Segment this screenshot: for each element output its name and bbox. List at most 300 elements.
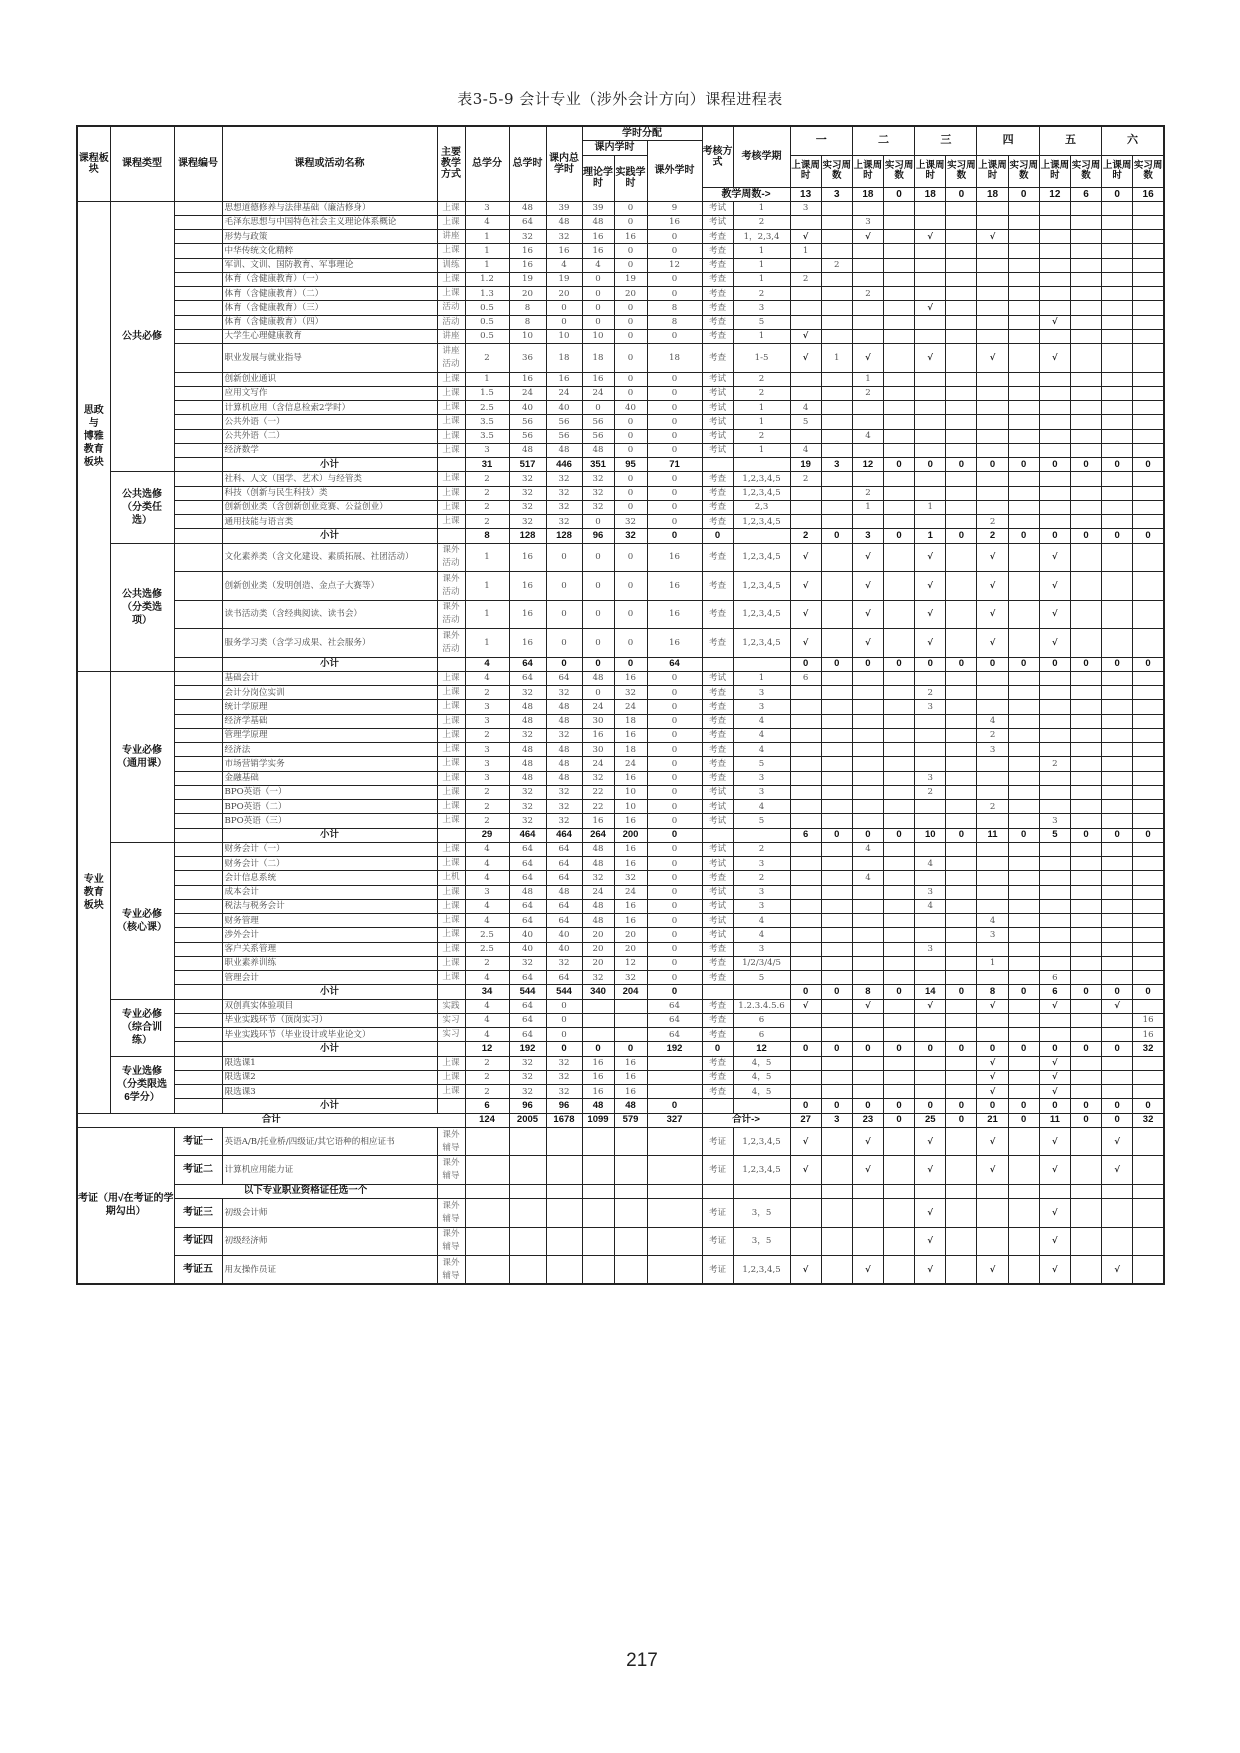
course-row (77, 515, 1164, 529)
semester-value (946, 1127, 977, 1156)
theory-hours: 16 (582, 814, 614, 828)
total-semester-value: 25 (915, 1113, 946, 1127)
semester-value (1133, 401, 1164, 415)
exam-term: 3 (733, 942, 790, 956)
semester-value (1070, 928, 1101, 942)
semester-value (977, 686, 1008, 700)
subtotal-value: 544 (509, 985, 546, 999)
cell (546, 1156, 582, 1185)
exam-term: 1-5 (733, 344, 790, 373)
exam-mode: 考试 (702, 899, 733, 913)
cell (614, 1127, 647, 1156)
certificate-code: 考证二 (174, 1156, 222, 1185)
semester-value (884, 272, 915, 286)
teaching-mode: 上课 (437, 743, 465, 757)
practice-hours: 0 (614, 443, 647, 457)
course-row (77, 443, 1164, 457)
table-body (77, 201, 1164, 1284)
semester-value (915, 329, 946, 343)
semester-value (1070, 415, 1101, 429)
cell (647, 1227, 702, 1256)
outside-hours: 0 (647, 686, 702, 700)
semester-value (1102, 714, 1133, 728)
total-semester-value: 0 (946, 1113, 977, 1127)
total-credits: 0.5 (465, 315, 509, 329)
semester-value (1133, 386, 1164, 400)
subtotal-value: 0 (1102, 1099, 1133, 1113)
teaching-mode: 上课 (437, 942, 465, 956)
semester-value (1008, 671, 1039, 685)
semester-value (946, 386, 977, 400)
subtotal-value: 0 (946, 1042, 977, 1056)
total-credits: 2 (465, 515, 509, 529)
semester-value (977, 1028, 1008, 1042)
semester-value: √ (1039, 344, 1070, 373)
teaching-mode (437, 458, 465, 472)
semester-value (821, 272, 852, 286)
semester-value (821, 315, 852, 329)
subtotal-value: 0 (647, 529, 702, 543)
semester-value (1133, 272, 1164, 286)
semester-value (1133, 315, 1164, 329)
teaching-mode: 上课 (437, 386, 465, 400)
subtotal-value: 0 (1102, 1042, 1133, 1056)
semester-value (884, 344, 915, 373)
total-hours: 19 (509, 272, 546, 286)
semester-value (1039, 1013, 1070, 1027)
exam-mode: 考试 (702, 415, 733, 429)
semester-value (884, 287, 915, 301)
total-semester-value: 32 (1133, 1113, 1164, 1127)
teaching-mode: 上课 (437, 914, 465, 928)
header-intern-weeks: 实习周数 (884, 155, 915, 187)
semester-value: √ (915, 600, 946, 629)
subtotal-label: 小计 (222, 828, 437, 842)
semester-value (884, 472, 915, 486)
semester-value (1039, 942, 1070, 956)
semester-value: 3 (915, 771, 946, 785)
exam-term: 3，5 (733, 1199, 790, 1228)
subtotal-value: 0 (946, 529, 977, 543)
practice-hours (614, 1028, 647, 1042)
semester-value (1070, 999, 1101, 1013)
exam-mode: 考查 (702, 1028, 733, 1042)
teaching-mode: 上课 (437, 287, 465, 301)
semester-value (915, 914, 946, 928)
semester-value (1070, 1227, 1101, 1256)
practice-hours: 0 (614, 500, 647, 514)
semester-value (821, 572, 852, 601)
semester-value (946, 272, 977, 286)
course-code (174, 301, 222, 315)
theory-hours: 48 (582, 899, 614, 913)
semester-value: 3 (977, 928, 1008, 942)
theory-hours: 0 (582, 287, 614, 301)
course-code (174, 443, 222, 457)
outside-hours: 0 (647, 814, 702, 828)
practice-hours: 0 (614, 572, 647, 601)
semester-value (946, 600, 977, 629)
semester-value (852, 899, 883, 913)
course-code (174, 529, 222, 543)
course-row (77, 429, 1164, 443)
semester-value (946, 629, 977, 658)
semester-value (884, 728, 915, 742)
teaching-mode: 上课 (437, 1056, 465, 1070)
theory-hours: 56 (582, 429, 614, 443)
semester-value (1133, 771, 1164, 785)
subtotal-value: 96 (509, 1099, 546, 1113)
outside-hours: 16 (647, 543, 702, 572)
theory-hours: 24 (582, 700, 614, 714)
course-row (77, 372, 1164, 386)
semester-value (946, 971, 977, 985)
theory-hours: 32 (582, 472, 614, 486)
subtotal-value: 0 (1102, 985, 1133, 999)
header-intern-weeks: 实习周数 (1008, 155, 1039, 187)
semester-value (1008, 429, 1039, 443)
in-class-hours: 0 (546, 629, 582, 658)
semester-value (821, 543, 852, 572)
course-row (77, 472, 1164, 486)
in-class-hours: 32 (546, 500, 582, 514)
certificate-name: 英语A/B/托业桥/四级证/其它语种的相应证书 (222, 1127, 437, 1156)
cell (1039, 1184, 1070, 1198)
semester-value (946, 914, 977, 928)
semester-value (852, 771, 883, 785)
semester-value (1070, 401, 1101, 415)
teaching-mode: 上课 (437, 814, 465, 828)
semester-value: 1 (821, 344, 852, 373)
semester-value: √ (1102, 1156, 1133, 1185)
course-type-label: 专业必修 （核心课） (110, 842, 174, 999)
semester-value (884, 572, 915, 601)
subtotal-label: 小计 (222, 458, 437, 472)
semester-value (1133, 928, 1164, 942)
outside-hours: 8 (647, 301, 702, 315)
cell (614, 1227, 647, 1256)
total-hours: 32 (509, 1085, 546, 1099)
exam-term: 1,2,3,4,5 (733, 472, 790, 486)
course-code (174, 985, 222, 999)
semester-value (946, 1070, 977, 1084)
semester-value (946, 401, 977, 415)
header-block: 课程板块 (77, 126, 110, 201)
semester-value (821, 842, 852, 856)
in-class-hours: 56 (546, 415, 582, 429)
cell (852, 1184, 883, 1198)
teaching-weeks-value: 0 (946, 187, 977, 201)
semester-value (790, 928, 821, 942)
outside-hours: 0 (647, 871, 702, 885)
semester-value: √ (852, 543, 883, 572)
outside-hours: 0 (647, 785, 702, 799)
semester-value (946, 814, 977, 828)
total-credits: 4 (465, 871, 509, 885)
cell (702, 1184, 733, 1198)
theory-hours: 48 (582, 215, 614, 229)
semester-value (790, 700, 821, 714)
subtotal-value (733, 985, 790, 999)
semester-value (821, 956, 852, 970)
subtotal-value: 0 (647, 1099, 702, 1113)
semester-value: √ (915, 344, 946, 373)
course-row (77, 885, 1164, 899)
course-name: 毕业实践环节（毕业设计或毕业论文） (222, 1028, 437, 1042)
semester-value (852, 928, 883, 942)
semester-value (1102, 814, 1133, 828)
semester-value (1070, 230, 1101, 244)
subtotal-value: 3 (821, 458, 852, 472)
semester-value (1070, 486, 1101, 500)
semester-value (946, 899, 977, 913)
semester-value (1008, 857, 1039, 871)
semester-value (946, 500, 977, 514)
total-label: 合计 (77, 1113, 465, 1127)
outside-hours: 0 (647, 743, 702, 757)
in-class-hours: 4 (546, 258, 582, 272)
semester-value (884, 258, 915, 272)
semester-value (977, 486, 1008, 500)
semester-value: √ (1039, 1199, 1070, 1228)
semester-value (884, 743, 915, 757)
semester-value (1102, 743, 1133, 757)
certificate-name: 初级会计师 (222, 1199, 437, 1228)
semester-value (790, 785, 821, 799)
teaching-mode: 上课 (437, 671, 465, 685)
subtotal-value: 0 (1039, 1042, 1070, 1056)
semester-value: √ (915, 543, 946, 572)
semester-value: 2 (977, 515, 1008, 529)
teaching-mode: 上课 (437, 700, 465, 714)
header-intern-weeks: 实习周数 (1133, 155, 1164, 187)
total-hours: 48 (509, 714, 546, 728)
theory-hours: 32 (582, 771, 614, 785)
total-semester-value: 0 (884, 1113, 915, 1127)
semester-value (1102, 244, 1133, 258)
semester-value (821, 700, 852, 714)
exam-mode: 考试 (702, 928, 733, 942)
semester-value (1133, 429, 1164, 443)
semester-value: √ (1039, 629, 1070, 658)
course-name: 体育（含健康教育）（二） (222, 287, 437, 301)
semester-value (977, 671, 1008, 685)
subtotal-value: 0 (1008, 1042, 1039, 1056)
in-class-hours: 0 (546, 301, 582, 315)
total-semester-value: 21 (977, 1113, 1008, 1127)
semester-value (1133, 743, 1164, 757)
cell (582, 1227, 614, 1256)
total-hours: 16 (509, 258, 546, 272)
cell (546, 1256, 582, 1285)
subtotal-value: 48 (614, 1099, 647, 1113)
total-hours: 64 (509, 999, 546, 1013)
total-semester-value: 11 (1039, 1113, 1070, 1127)
exam-mode: 考试 (702, 814, 733, 828)
semester-value (1102, 600, 1133, 629)
subtotal-value: 0 (647, 985, 702, 999)
semester-value (977, 429, 1008, 443)
practice-hours: 20 (614, 287, 647, 301)
subtotal-value: 0 (1008, 458, 1039, 472)
semester-value (1102, 728, 1133, 742)
semester-value (884, 914, 915, 928)
semester-value (1039, 885, 1070, 899)
cell (465, 1184, 509, 1198)
semester-value (1070, 315, 1101, 329)
total-hours: 32 (509, 486, 546, 500)
teaching-mode: 上课 (437, 686, 465, 700)
semester-value (946, 842, 977, 856)
semester-value (915, 429, 946, 443)
semester-value (1133, 857, 1164, 871)
semester-value (946, 885, 977, 899)
outside-hours: 16 (647, 215, 702, 229)
subtotal-value: 0 (702, 1042, 733, 1056)
total-credits: 2 (465, 800, 509, 814)
subtotal-value: 12 (465, 1042, 509, 1056)
subtotal-label: 小计 (222, 529, 437, 543)
total-credits: 2 (465, 728, 509, 742)
semester-value (821, 785, 852, 799)
semester-value (852, 401, 883, 415)
certificate-note-row (77, 1184, 1164, 1198)
semester-value (852, 443, 883, 457)
subtotal-value: 0 (582, 657, 614, 671)
total-credits: 2.5 (465, 928, 509, 942)
semester-value (946, 999, 977, 1013)
semester-value (884, 1085, 915, 1099)
course-row (77, 600, 1164, 629)
exam-mode: 考查 (702, 315, 733, 329)
outside-hours: 0 (647, 857, 702, 871)
semester-value: √ (977, 1256, 1008, 1285)
exam-mode: 考查 (702, 500, 733, 514)
subtotal-label: 小计 (222, 1042, 437, 1056)
semester-value (977, 500, 1008, 514)
semester-value (1008, 1256, 1039, 1285)
page-number: 217 (626, 1650, 658, 1671)
semester-value (1133, 472, 1164, 486)
exam-mode: 考查 (702, 515, 733, 529)
header-type: 课程类型 (110, 126, 174, 201)
semester-value (1133, 1256, 1164, 1285)
semester-value (977, 771, 1008, 785)
subtotal-value: 0 (614, 657, 647, 671)
course-row (77, 728, 1164, 742)
semester-value (884, 500, 915, 514)
semester-value (821, 244, 852, 258)
theory-hours: 4 (582, 258, 614, 272)
total-credits: 4 (465, 971, 509, 985)
semester-value (946, 928, 977, 942)
total-credits: 4 (465, 842, 509, 856)
course-code (174, 857, 222, 871)
exam-mode: 考试 (702, 429, 733, 443)
semester-value (884, 543, 915, 572)
semester-value (1102, 372, 1133, 386)
teaching-mode: 上课 (437, 728, 465, 742)
course-code (174, 201, 222, 215)
subtotal-value: 96 (582, 529, 614, 543)
semester-value (946, 572, 977, 601)
semester-value (977, 871, 1008, 885)
outside-hours: 0 (647, 415, 702, 429)
subtotal-value (733, 1099, 790, 1113)
theory-hours: 16 (582, 728, 614, 742)
theory-hours: 0 (582, 572, 614, 601)
semester-value (915, 443, 946, 457)
course-name: 社科、人文（国学、艺术）与经管类 (222, 472, 437, 486)
course-name: 限选课3 (222, 1085, 437, 1099)
in-class-hours: 0 (546, 1028, 582, 1042)
course-row (77, 500, 1164, 514)
semester-value (1070, 372, 1101, 386)
teaching-mode: 上课 (437, 757, 465, 771)
outside-hours (647, 1056, 702, 1070)
semester-value (1070, 600, 1101, 629)
course-name: 应用文写作 (222, 386, 437, 400)
semester-value (1070, 429, 1101, 443)
theory-hours: 16 (582, 244, 614, 258)
course-row (77, 1028, 1164, 1042)
semester-value (1008, 1070, 1039, 1084)
subtotal-value: 64 (509, 657, 546, 671)
semester-value (977, 258, 1008, 272)
course-code (174, 842, 222, 856)
course-code (174, 1042, 222, 1056)
semester-value (790, 301, 821, 315)
semester-value (821, 714, 852, 728)
practice-hours: 16 (614, 1056, 647, 1070)
subtotal-value: 0 (614, 1042, 647, 1056)
teaching-mode (437, 529, 465, 543)
semester-value (884, 871, 915, 885)
subtotal-value: 5 (1039, 828, 1070, 842)
semester-value (1133, 515, 1164, 529)
semester-value (1070, 757, 1101, 771)
semester-value (1102, 386, 1133, 400)
practice-hours: 24 (614, 700, 647, 714)
semester-value (821, 1085, 852, 1099)
total-hours: 32 (509, 472, 546, 486)
total-credits: 2 (465, 486, 509, 500)
in-class-hours: 64 (546, 842, 582, 856)
in-class-hours: 32 (546, 515, 582, 529)
subtotal-row (77, 458, 1164, 472)
semester-value (915, 315, 946, 329)
course-name: 创新创业类（含创新创业竞赛、公益创业） (222, 500, 437, 514)
course-type-label: 公共必修 (110, 201, 174, 472)
semester-value (946, 1056, 977, 1070)
semester-value (1070, 814, 1101, 828)
semester-value (915, 1085, 946, 1099)
practice-hours: 32 (614, 871, 647, 885)
subtotal-label: 小计 (222, 1099, 437, 1113)
course-row (77, 244, 1164, 258)
semester-value (946, 1028, 977, 1042)
header-in-class: 课内学时 (582, 140, 647, 155)
semester-value (946, 1227, 977, 1256)
total-credits: 2 (465, 785, 509, 799)
semester-value (915, 757, 946, 771)
semester-value (977, 971, 1008, 985)
cell (647, 1256, 702, 1285)
semester-value (915, 800, 946, 814)
semester-value (1039, 415, 1070, 429)
subtotal-value: 0 (1008, 529, 1039, 543)
course-code (174, 956, 222, 970)
